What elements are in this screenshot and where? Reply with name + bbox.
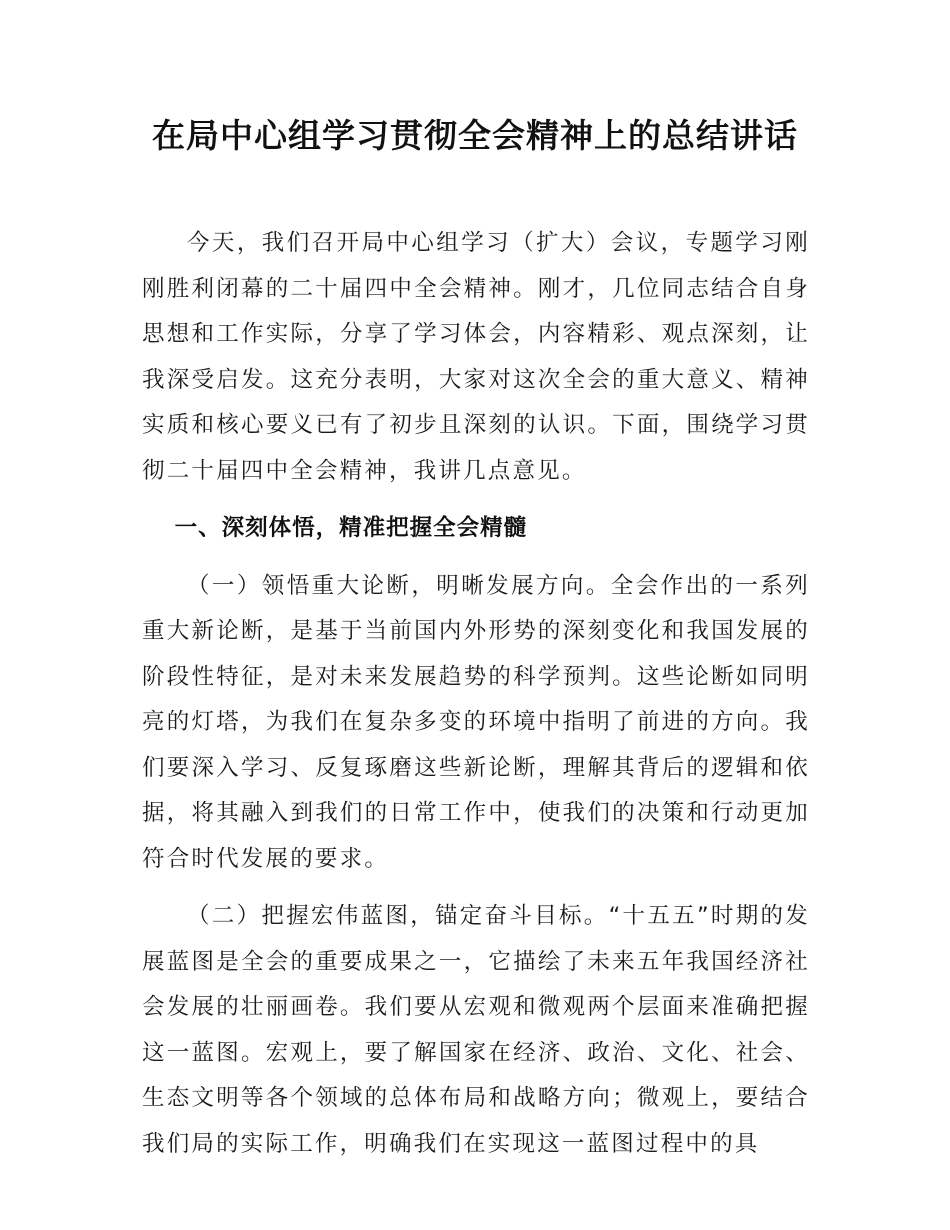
document-body — [142, 221, 810, 1179]
intro-paragraph: 今天，我们召开局中心组学习（扩大）会议，专题学习刚刚胜利闭幕的二十届四中全会精神。刚才，几位同志结合自身思想和工作实际，分享了学习体会，内容精彩、观点深刻，让我深受启发。这充分表明，大家对这次全会的重大意义、精神实质和核心要义已有了初步且深刻的认识。下面，围绕学习贯彻二十届四中全会精神，我讲几点意见。 — [142, 230, 810, 484]
subsection-paragraph-1: （一）领悟重大论断，明晰发展方向。全会作出的一系列重大新论断，是基于当前国内外形势的深刻变化和我国发展的阶段性特征，是对未来发展趋势的科学预判。这些论断如同明亮的灯塔，为我们在复杂多变的环境中指明了前进的方向。我们要深入学习、反复琢磨这些新论断，理解其背后的逻辑和依据，将其融入到我们的日常工作中，使我们的决策和行动更加符合时代发展的要求。 — [142, 572, 810, 872]
section-heading-1: 一、深刻体悟，精准把握全会精髓 — [174, 515, 528, 541]
document-title: 在局中心组学习贯彻全会精神上的总结讲话 — [152, 116, 798, 155]
subsection-paragraph-2: （二）把握宏伟蓝图，锚定奋斗目标。“十五五”时期的发展蓝图是全会的重要成果之一，它描绘了未来五年我国经济社会发展的壮丽画卷。我们要从宏观和微观两个层面来准确把握这一蓝图。宏观上，要了解国家在经济、政治、文化、社会、生态文明等各个领域的总体布局和战略方向；微观上，要结合我们局的实际工作，明确我们在实现这一蓝图过程中的具 — [142, 903, 810, 1157]
